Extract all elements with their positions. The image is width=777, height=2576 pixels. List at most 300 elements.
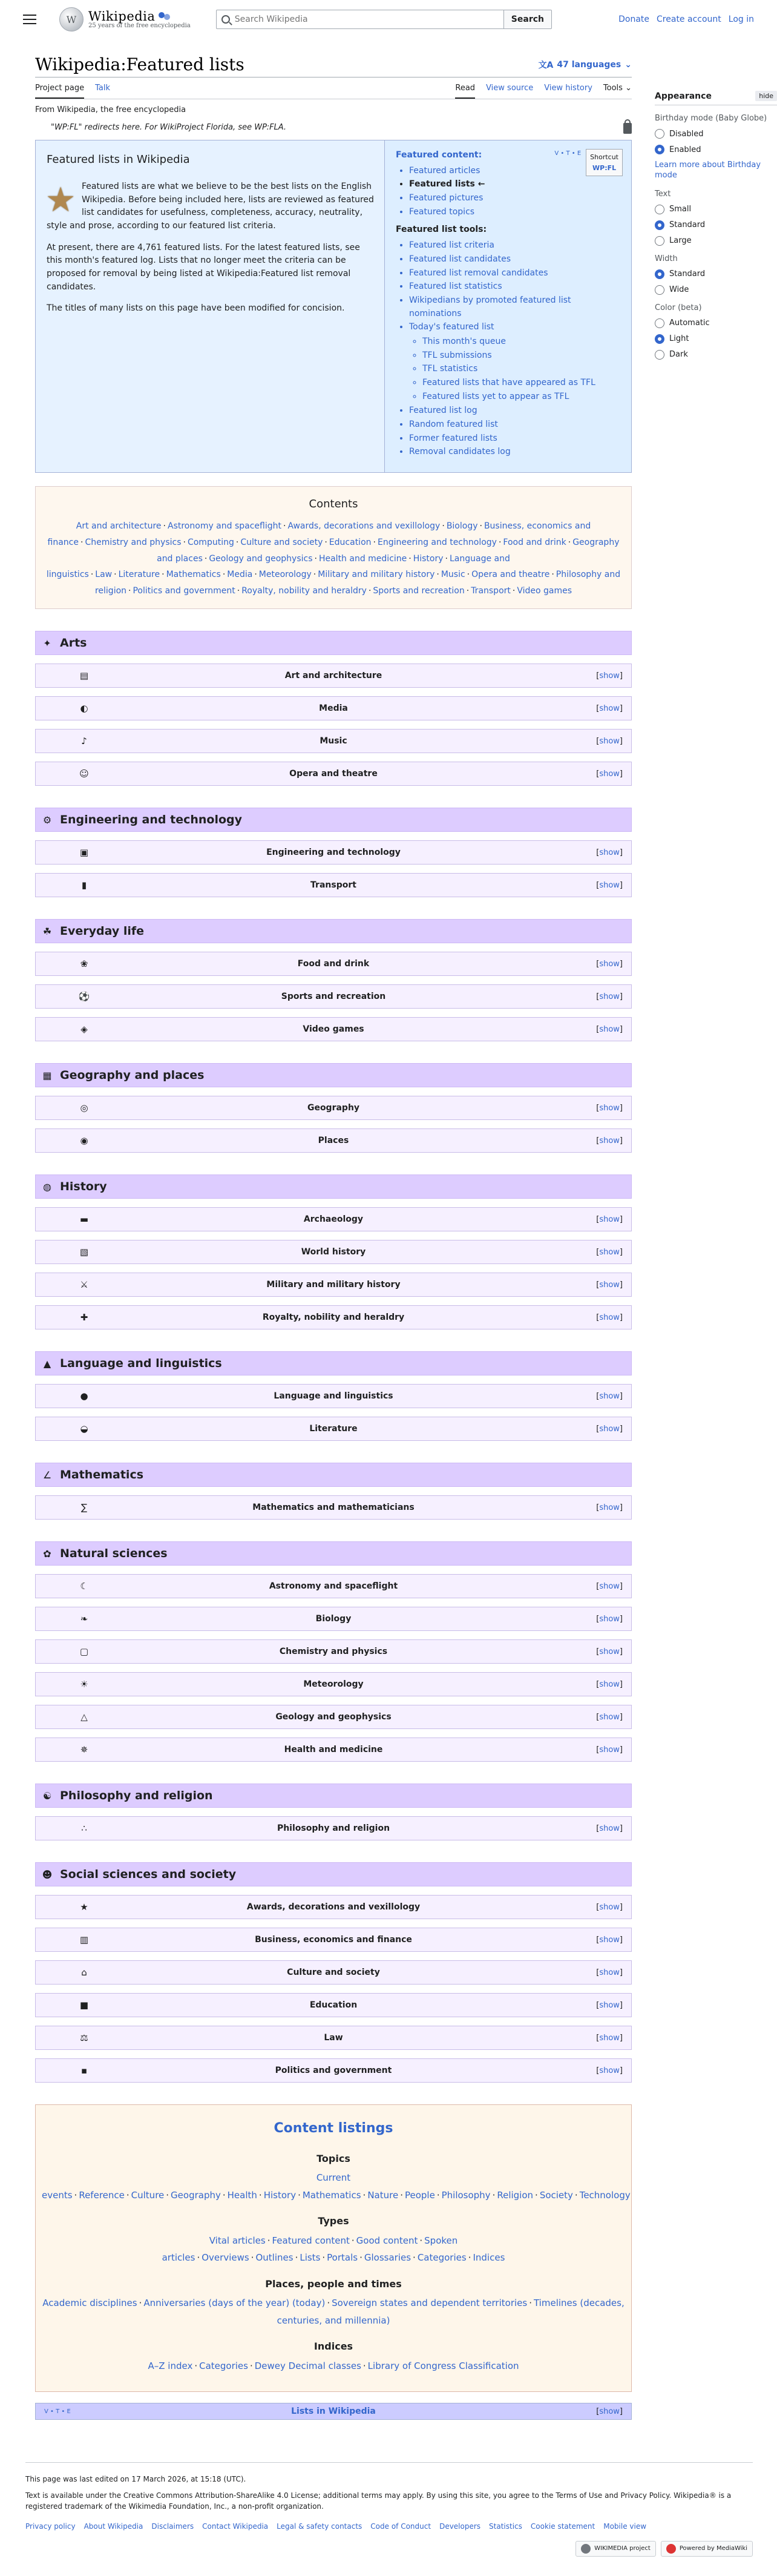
separator: · bbox=[183, 537, 186, 547]
separator: · bbox=[466, 585, 470, 596]
wikipedia-logo[interactable] bbox=[59, 7, 191, 31]
show-toggle[interactable]: [show] bbox=[596, 1968, 623, 1977]
type-link[interactable]: Vital articles bbox=[209, 2235, 266, 2246]
page-tabs bbox=[35, 77, 632, 99]
show-toggle[interactable]: [show] bbox=[596, 848, 623, 857]
show-toggle[interactable]: [show] bbox=[596, 1214, 623, 1224]
search-box[interactable] bbox=[216, 10, 504, 29]
navbox-title: Business, economics and finance bbox=[255, 1935, 412, 1945]
footer-link[interactable]: Developers bbox=[439, 2522, 481, 2531]
search-button[interactable]: Search bbox=[504, 10, 552, 29]
navbox-title: Culture and society bbox=[287, 1968, 380, 1978]
type-link[interactable]: Featured content bbox=[272, 2235, 350, 2246]
footer-link[interactable]: Legal & safety contacts bbox=[277, 2522, 362, 2531]
index-link[interactable]: Library of Congress Classification bbox=[367, 2360, 519, 2371]
section bbox=[35, 1174, 632, 1329]
leaf-icon: ☘ bbox=[42, 925, 52, 937]
navbox-title: Places bbox=[318, 1136, 349, 1146]
compass-icon: ∠ bbox=[42, 1469, 52, 1481]
separator: · bbox=[254, 570, 257, 580]
vte-links[interactable]: V • T • E bbox=[44, 2408, 71, 2415]
contents-link[interactable]: Music bbox=[441, 570, 465, 580]
separator: · bbox=[324, 537, 327, 547]
tools-label: Tools bbox=[603, 84, 623, 93]
section bbox=[35, 1063, 632, 1153]
section bbox=[35, 1784, 632, 1840]
topic-link[interactable]: Reference bbox=[79, 2189, 125, 2201]
topic-icon: ⚖ bbox=[80, 2032, 88, 2044]
contents-link[interactable]: Art and architecture bbox=[76, 521, 162, 532]
contents-link[interactable]: Awards, decorations and vexillology bbox=[287, 521, 441, 532]
tab-view-history[interactable]: View history bbox=[544, 84, 592, 93]
show-toggle[interactable]: [show] bbox=[596, 1280, 623, 1290]
separator: · bbox=[283, 521, 286, 532]
section-header bbox=[35, 1784, 632, 1808]
navbox-row[interactable] bbox=[35, 1607, 632, 1631]
tfl-sublink[interactable]: ◦ This month's queue bbox=[422, 335, 623, 349]
create-account-link[interactable]: Create account bbox=[657, 15, 721, 24]
tool-link[interactable]: • Featured list criteria bbox=[409, 239, 623, 252]
navbox-title: Archaeology bbox=[303, 1214, 364, 1225]
topic-icon: ▣ bbox=[79, 847, 89, 858]
topic-link[interactable]: Philosophy bbox=[441, 2189, 491, 2201]
topic-link[interactable]: People bbox=[404, 2189, 435, 2201]
footer-link[interactable]: Mobile view bbox=[603, 2522, 647, 2531]
contents-link[interactable]: Opera and theatre bbox=[471, 570, 550, 580]
topic-icon: ▮ bbox=[81, 880, 87, 891]
tool-link[interactable]: • Removal candidates log bbox=[409, 446, 623, 459]
separator: · bbox=[162, 570, 165, 580]
navbox-row[interactable] bbox=[35, 1928, 632, 1952]
tab-view-source[interactable]: View source bbox=[486, 84, 534, 93]
navbox-title: Mathematics and mathematicians bbox=[252, 1503, 415, 1513]
topic-icon: ☺ bbox=[79, 768, 89, 780]
topic-link[interactable]: Mathematics bbox=[302, 2189, 361, 2201]
separator: · bbox=[362, 2189, 366, 2201]
topic-link[interactable]: Health bbox=[227, 2189, 257, 2201]
vte-links[interactable]: V • T • E bbox=[554, 150, 582, 157]
contents-link[interactable]: Geography and places bbox=[157, 537, 620, 564]
appearance-title: Appearance bbox=[655, 91, 712, 101]
separator: · bbox=[163, 521, 166, 532]
navbox-row[interactable] bbox=[35, 1207, 632, 1231]
show-toggle[interactable]: [show] bbox=[596, 2000, 623, 2010]
topic-icon: ▢ bbox=[79, 1646, 89, 1658]
topic-link[interactable]: Society bbox=[539, 2189, 573, 2201]
separator: · bbox=[267, 2235, 270, 2246]
topic-icon: ✵ bbox=[80, 1744, 88, 1756]
navbox-title: Politics and government bbox=[275, 2066, 392, 2076]
navbox-row[interactable] bbox=[35, 1273, 632, 1297]
show-toggle[interactable]: [show] bbox=[596, 1712, 623, 1722]
color-dark-radio[interactable]: Dark bbox=[655, 350, 777, 360]
navbox-title: World history bbox=[301, 1247, 366, 1257]
birthday-enabled-radio[interactable]: Enabled bbox=[655, 145, 777, 154]
separator: · bbox=[204, 553, 208, 564]
show-toggle[interactable]: [show] bbox=[596, 959, 623, 969]
shortcut-label: Shortcut bbox=[590, 153, 618, 161]
show-toggle[interactable]: [show] bbox=[596, 671, 623, 680]
footer-link[interactable]: Statistics bbox=[489, 2522, 522, 2531]
contents-link[interactable]: History bbox=[413, 553, 444, 564]
navbox-title: Biology bbox=[315, 1614, 352, 1624]
section-title: Philosophy and religion bbox=[60, 1789, 213, 1803]
show-toggle[interactable]: [show] bbox=[596, 1935, 623, 1945]
tfl-sublink[interactable]: ◦ TFL statistics bbox=[422, 363, 623, 376]
wikimedia-logo-icon bbox=[581, 2544, 591, 2554]
show-toggle[interactable]: [show] bbox=[596, 1391, 623, 1401]
places-link[interactable]: Sovereign states and dependent territories bbox=[332, 2298, 528, 2309]
show-toggle[interactable]: [show] bbox=[596, 1823, 623, 1833]
section-header bbox=[35, 1463, 632, 1487]
contents-link[interactable]: Computing bbox=[187, 537, 234, 547]
topic-icon: ❧ bbox=[80, 1613, 88, 1625]
intro-paragraph-1: Featured lists are what we believe to be the best lists on the English Wikipedia. Before being included here, lists are reviewed as featured list candidates for usefulness, completeness, accuracy, neutrality, style and prose, according to our featured list criteria. bbox=[47, 181, 374, 231]
show-toggle[interactable]: [show] bbox=[596, 992, 623, 1001]
separator: · bbox=[222, 2189, 226, 2201]
topic-link[interactable]: Religion bbox=[497, 2189, 534, 2201]
contents-link[interactable]: Transport bbox=[471, 585, 511, 596]
contents-link[interactable]: Culture and society bbox=[240, 537, 323, 547]
topic-icon: ◐ bbox=[80, 703, 88, 714]
lists-in-wikipedia-navbox bbox=[35, 2403, 632, 2420]
width-standard-radio[interactable]: Standard bbox=[655, 269, 777, 279]
chevron-down-icon: ⌄ bbox=[625, 84, 632, 93]
contents-title: Contents bbox=[309, 498, 358, 511]
navbox-row[interactable] bbox=[35, 1895, 632, 1919]
contents-link[interactable]: Literature bbox=[118, 570, 160, 580]
topic-icon: ⌂ bbox=[81, 1967, 87, 1978]
tfl-sublink[interactable]: ◦ Featured lists yet to appear as TFL bbox=[422, 390, 623, 404]
todays-featured-list-link[interactable]: Today's featured list bbox=[409, 322, 494, 332]
navbox-row[interactable] bbox=[35, 1639, 632, 1664]
navbox-row[interactable] bbox=[35, 1096, 632, 1120]
tfl-sublink[interactable]: ◦ Featured lists that have appeared as TFL bbox=[422, 377, 623, 390]
places-heading: Places, people and times bbox=[265, 2278, 402, 2290]
navbox-row[interactable] bbox=[35, 1960, 632, 1985]
separator: · bbox=[512, 585, 516, 596]
intro-heading: Featured lists in Wikipedia bbox=[47, 153, 190, 166]
tool-link[interactable]: • Featured list log bbox=[409, 404, 623, 418]
show-toggle[interactable]: [show] bbox=[596, 1745, 623, 1754]
tool-link[interactable]: • Featured list removal candidates bbox=[409, 267, 623, 280]
places-link[interactable]: Anniversaries (days of the year) (today) bbox=[143, 2298, 326, 2309]
footer-link[interactable]: Code of Conduct bbox=[370, 2522, 431, 2531]
contents-link[interactable]: Politics and government bbox=[133, 585, 235, 596]
types-heading: Types bbox=[318, 2215, 349, 2227]
separator: · bbox=[413, 2252, 416, 2264]
separator: · bbox=[442, 521, 445, 532]
navbox-title: Food and drink bbox=[297, 959, 370, 969]
navbox-row[interactable] bbox=[35, 664, 632, 688]
main-menu-icon[interactable] bbox=[23, 15, 36, 24]
site-header bbox=[0, 0, 777, 39]
navbox-row[interactable] bbox=[35, 1240, 632, 1264]
mediawiki-logo-icon bbox=[666, 2544, 676, 2554]
contents-link[interactable]: Sports and recreation bbox=[373, 585, 465, 596]
topic-icon: ● bbox=[80, 1391, 88, 1402]
navbox-row[interactable] bbox=[35, 1384, 632, 1408]
search-input[interactable] bbox=[234, 14, 499, 25]
contents-link[interactable]: Engineering and technology bbox=[377, 537, 497, 547]
show-toggle[interactable]: [show] bbox=[596, 703, 623, 713]
search-icon bbox=[221, 15, 230, 24]
show-toggle[interactable]: [show] bbox=[596, 769, 623, 779]
navbox-title: Philosophy and religion bbox=[277, 1823, 390, 1834]
type-link[interactable]: Categories bbox=[417, 2252, 467, 2264]
topics-heading: Topics bbox=[316, 2153, 350, 2165]
navbox-row[interactable] bbox=[35, 2058, 632, 2083]
separator: · bbox=[114, 570, 117, 580]
navbox-title: Art and architecture bbox=[284, 671, 382, 681]
separator: · bbox=[368, 585, 372, 596]
topic-icon: ✚ bbox=[80, 1312, 88, 1323]
contents-link[interactable]: Business, economics and finance bbox=[47, 521, 591, 547]
topic-icon: ▬ bbox=[79, 1214, 89, 1225]
navbox-row[interactable] bbox=[35, 729, 632, 753]
show-toggle[interactable]: [show] bbox=[596, 1313, 623, 1322]
topic-link[interactable]: Technology bbox=[579, 2189, 631, 2201]
navbox-row[interactable] bbox=[35, 762, 632, 786]
topics-links bbox=[42, 2169, 631, 2204]
topic-link[interactable]: Current events bbox=[42, 2172, 351, 2201]
navbox-row[interactable] bbox=[35, 1816, 632, 1840]
separator: · bbox=[400, 2189, 403, 2201]
show-toggle[interactable]: [show] bbox=[596, 1647, 623, 1656]
places-link[interactable]: Timelines (decades, centuries, and millennia) bbox=[277, 2298, 625, 2326]
featured-pictures-link[interactable]: • Featured pictures bbox=[409, 192, 623, 205]
navbox-row[interactable] bbox=[35, 1305, 632, 1329]
hide-button[interactable]: hide bbox=[755, 91, 777, 101]
index-link[interactable]: A–Z index bbox=[148, 2360, 193, 2371]
type-link[interactable]: Indices bbox=[473, 2252, 505, 2264]
show-toggle[interactable]: [show] bbox=[596, 1136, 623, 1145]
contents-link[interactable]: Meteorology bbox=[258, 570, 312, 580]
contents-link[interactable]: Language and linguistics bbox=[46, 553, 510, 580]
log-in-link[interactable]: Log in bbox=[728, 15, 754, 24]
contents-link[interactable]: Education bbox=[329, 537, 372, 547]
navbox-title: Opera and theatre bbox=[289, 769, 378, 779]
topic-icon: ☀ bbox=[80, 1679, 88, 1690]
show-toggle[interactable]: [show] bbox=[596, 1424, 623, 1434]
topic-icon: ◉ bbox=[80, 1135, 88, 1147]
tab-talk[interactable]: Talk bbox=[95, 84, 110, 93]
contents-link[interactable]: Chemistry and physics bbox=[85, 537, 182, 547]
show-toggle[interactable]: [show] bbox=[596, 1902, 623, 1912]
type-link[interactable]: Portals bbox=[327, 2252, 358, 2264]
show-toggle[interactable]: [show] bbox=[596, 736, 623, 746]
separator: · bbox=[237, 585, 240, 596]
featured-topics-link[interactable]: • Featured topics bbox=[409, 206, 623, 219]
tools-heading: Featured list tools: bbox=[396, 225, 487, 235]
type-link[interactable]: Outlines bbox=[255, 2252, 293, 2264]
section-header bbox=[35, 919, 632, 943]
tool-link[interactable]: • Random featured list bbox=[409, 418, 623, 432]
contents-link[interactable]: Philosophy and religion bbox=[94, 570, 621, 596]
tool-link[interactable]: • Former featured lists bbox=[409, 432, 623, 446]
separator: · bbox=[535, 2189, 538, 2201]
chevron-down-icon: ⌄ bbox=[625, 60, 632, 70]
navbox-title: Awards, decorations and vexillology bbox=[246, 1902, 421, 1912]
contents-link[interactable]: Health and medicine bbox=[318, 553, 407, 564]
navbox-row[interactable] bbox=[35, 1993, 632, 2017]
navbox-row[interactable] bbox=[35, 2026, 632, 2050]
types-links bbox=[42, 2232, 625, 2267]
color-light-radio[interactable]: Light bbox=[655, 334, 777, 344]
type-link[interactable]: Spoken articles bbox=[162, 2235, 458, 2264]
separator: · bbox=[327, 2298, 330, 2309]
wordmark: Wikipedia bbox=[88, 8, 156, 24]
navbox-row[interactable] bbox=[35, 1495, 632, 1520]
navbox-title: Engineering and technology bbox=[266, 848, 401, 858]
contents-link[interactable]: Law bbox=[95, 570, 113, 580]
footer-link[interactable]: Privacy policy bbox=[25, 2522, 76, 2531]
tab-tools[interactable] bbox=[603, 79, 632, 99]
places-links bbox=[42, 2294, 625, 2329]
text-standard-radio[interactable]: Standard bbox=[655, 220, 777, 230]
section-title: History bbox=[60, 1180, 107, 1194]
navbox-row[interactable] bbox=[35, 984, 632, 1009]
navbox-row[interactable] bbox=[35, 1672, 632, 1696]
lock-icon bbox=[623, 123, 632, 134]
show-toggle[interactable]: [show] bbox=[596, 1103, 623, 1113]
separator: · bbox=[251, 2252, 254, 2264]
navbox-row[interactable] bbox=[35, 1128, 632, 1153]
index-link[interactable]: Categories bbox=[199, 2360, 248, 2371]
topic-icon: ▪ bbox=[80, 2065, 88, 2077]
learn-more-link[interactable]: Learn more about Birthday mode bbox=[655, 160, 761, 180]
footer-link[interactable]: Contact Wikipedia bbox=[202, 2522, 269, 2531]
topic-link[interactable]: Nature bbox=[367, 2189, 399, 2201]
type-link[interactable]: Glossaries bbox=[364, 2252, 411, 2264]
topic-icon: ■ bbox=[79, 2000, 89, 2011]
navbox-title: Astronomy and spaceflight bbox=[269, 1581, 398, 1592]
color-automatic-radio[interactable]: Automatic bbox=[655, 318, 777, 328]
text-small-radio[interactable]: Small bbox=[655, 205, 777, 214]
type-link[interactable]: Good content bbox=[356, 2235, 418, 2246]
width-wide-radio[interactable]: Wide bbox=[655, 285, 777, 295]
contents-link[interactable]: Royalty, nobility and heraldry bbox=[241, 585, 367, 596]
mediawiki-badge[interactable]: Powered by MediaWiki bbox=[661, 2541, 753, 2557]
show-toggle[interactable]: [show] bbox=[596, 1679, 623, 1689]
footer-link[interactable]: About Wikipedia bbox=[84, 2522, 143, 2531]
topic-icon: ◒ bbox=[80, 1423, 88, 1435]
contents-link[interactable]: Biology bbox=[446, 521, 478, 532]
listings-title[interactable]: Content listings bbox=[274, 2121, 393, 2136]
contents-link[interactable]: Military and military history bbox=[318, 570, 435, 580]
lists-in-wikipedia-title[interactable]: Lists in Wikipedia bbox=[291, 2406, 376, 2417]
license-text: Text is available under the Creative Commons Attribution-ShareAlike 4.0 License; additional terms may apply. By using this site, you agree to the Terms of Use and Privacy Policy. Wikipedia® is a registered trademark of the Wikimedia Foundation, Inc., a non-profit organization. bbox=[25, 2491, 732, 2511]
navbox-title: Military and military history bbox=[266, 1280, 401, 1290]
separator: · bbox=[80, 537, 84, 547]
topic-icon: ◎ bbox=[80, 1102, 88, 1114]
show-toggle[interactable]: [show] bbox=[596, 1247, 623, 1257]
type-link[interactable]: Overviews bbox=[202, 2252, 249, 2264]
featured-articles-link[interactable]: • Featured articles bbox=[409, 165, 623, 178]
navbox-row[interactable] bbox=[35, 1017, 632, 1041]
navbox-row[interactable] bbox=[35, 1574, 632, 1598]
section-header bbox=[35, 1174, 632, 1199]
wikimedia-badge[interactable]: WIKIMEDIA project bbox=[575, 2541, 656, 2557]
separator: · bbox=[362, 2360, 366, 2371]
text-large-radio[interactable]: Large bbox=[655, 236, 777, 246]
topic-link[interactable]: Geography bbox=[171, 2189, 221, 2201]
section bbox=[35, 631, 632, 786]
separator: · bbox=[314, 553, 317, 564]
type-link[interactable]: Lists bbox=[300, 2252, 321, 2264]
user-links bbox=[618, 15, 767, 24]
contents-link[interactable]: Geology and geophysics bbox=[209, 553, 313, 564]
tool-link[interactable] bbox=[409, 321, 623, 403]
section-header bbox=[35, 1063, 632, 1087]
navbox-row[interactable] bbox=[35, 696, 632, 720]
contents-link[interactable]: Video games bbox=[517, 585, 572, 596]
navbox-row[interactable] bbox=[35, 1705, 632, 1729]
separator: · bbox=[568, 537, 571, 547]
donate-link[interactable]: Donate bbox=[618, 15, 650, 24]
tool-link[interactable]: • Wikipedians by promoted featured list nominations bbox=[409, 294, 623, 320]
navbox-row[interactable] bbox=[35, 1417, 632, 1441]
topic-icon: ♪ bbox=[81, 736, 87, 747]
separator: · bbox=[298, 2189, 301, 2201]
separator: · bbox=[90, 570, 94, 580]
navbox-row[interactable] bbox=[35, 952, 632, 976]
topic-icon: ▧ bbox=[79, 1247, 89, 1258]
places-link[interactable]: Academic disciplines bbox=[42, 2298, 137, 2309]
navbox-title: Music bbox=[320, 736, 347, 746]
separator: · bbox=[74, 2189, 77, 2201]
navbox-row[interactable] bbox=[35, 1738, 632, 1762]
separator: · bbox=[295, 2252, 298, 2264]
separator: · bbox=[468, 2252, 471, 2264]
separator: · bbox=[222, 570, 226, 580]
topic-link[interactable]: History bbox=[263, 2189, 297, 2201]
footer-link[interactable]: Disclaimers bbox=[151, 2522, 194, 2531]
tool-link[interactable]: • Featured list candidates bbox=[409, 253, 623, 266]
index-link[interactable]: Dewey Decimal classes bbox=[254, 2360, 361, 2371]
book-icon: ▲ bbox=[43, 1357, 51, 1369]
topic-link[interactable]: Culture bbox=[131, 2189, 165, 2201]
language-button[interactable] bbox=[539, 59, 632, 71]
footer-link[interactable]: Cookie statement bbox=[530, 2522, 595, 2531]
contents-link[interactable]: Mathematics bbox=[166, 570, 221, 580]
navbox-row[interactable] bbox=[35, 873, 632, 897]
tab-project-page[interactable]: Project page bbox=[35, 79, 84, 99]
show-toggle[interactable]: [show] bbox=[596, 1614, 623, 1624]
show-toggle[interactable]: [show] bbox=[596, 1503, 623, 1512]
tab-read[interactable]: Read bbox=[455, 79, 475, 99]
show-toggle[interactable]: [show] bbox=[596, 2066, 623, 2075]
navbox-row[interactable] bbox=[35, 840, 632, 865]
section-title: Everyday life bbox=[60, 924, 145, 938]
separator: · bbox=[498, 537, 502, 547]
contents-link[interactable]: Media bbox=[227, 570, 253, 580]
show-toggle[interactable]: [show] bbox=[596, 2406, 623, 2416]
shortcut-link[interactable]: WP:FL bbox=[592, 163, 617, 172]
tool-link[interactable]: • Featured list statistics bbox=[409, 280, 623, 294]
contents-link[interactable]: Astronomy and spaceflight bbox=[168, 521, 282, 532]
contents-link[interactable]: Food and drink bbox=[503, 537, 566, 547]
contents-links bbox=[42, 518, 625, 599]
featured-content-heading: Featured content: bbox=[396, 150, 482, 160]
tfl-sublink[interactable]: ◦ TFL submissions bbox=[422, 349, 623, 363]
show-toggle[interactable]: [show] bbox=[596, 1581, 623, 1591]
show-toggle[interactable]: [show] bbox=[596, 1024, 623, 1034]
birthday-disabled-radio[interactable]: Disabled bbox=[655, 129, 777, 139]
show-toggle[interactable]: [show] bbox=[596, 880, 623, 890]
show-toggle[interactable]: [show] bbox=[596, 2033, 623, 2043]
contents-box bbox=[35, 486, 632, 609]
